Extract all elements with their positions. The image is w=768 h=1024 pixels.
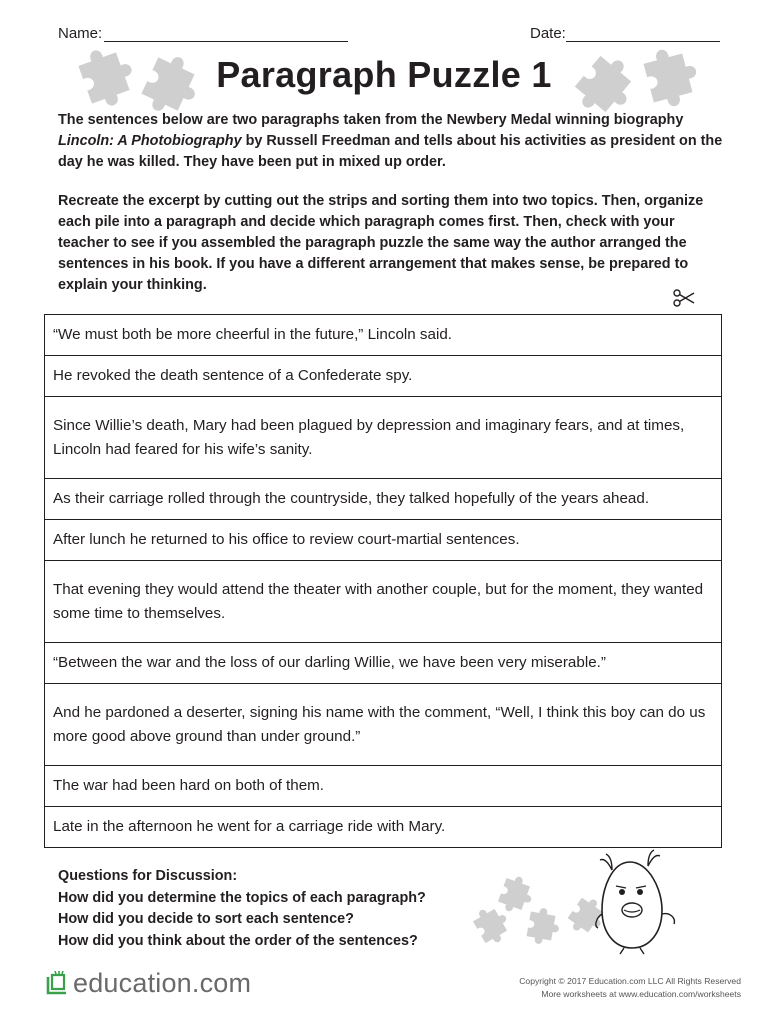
strip-text: That evening they would attend the theater with another couple, but for the moment, they wanted some time to themselves.	[53, 580, 704, 622]
copyright-notice	[519, 975, 741, 1001]
sentence-strip[interactable]	[44, 315, 722, 356]
name-label: Name:	[58, 25, 103, 42]
sentence-strip[interactable]	[44, 397, 722, 479]
sentence-strip[interactable]	[44, 520, 722, 561]
instructions-paragraph: Recreate the excerpt by cutting out the strips and sorting them into two topics. Then, organize each pile into a paragraph and decide which paragraph comes first. Then, check with your teacher to see if you assembled the paragraph puzzle the same way the author arranged the sentences in his book. If you have a different arrangement that makes sense, be prepared to explain your thinking.	[58, 193, 704, 293]
logo-text: education.com	[73, 968, 252, 998]
sentence-strip[interactable]	[44, 684, 722, 766]
strip-text: After lunch he returned to his office to review court-martial sentences.	[53, 531, 520, 548]
worksheets-link[interactable]: More worksheets at www.education.com/worksheets	[541, 989, 741, 999]
book-title: Lincoln: A Photobiography	[58, 133, 242, 149]
sentence-strip[interactable]	[44, 766, 722, 807]
strip-text: He revoked the death sentence of a Confederate spy.	[53, 367, 413, 384]
question-item: How did you determine the topics of each paragraph?	[58, 889, 426, 906]
question-item: How did you decide to sort each sentence?	[58, 911, 354, 927]
sentence-strip[interactable]	[44, 479, 722, 520]
intro-text: The sentences below are two paragraphs taken from the Newbery Medal winning biography	[58, 112, 684, 128]
education-logo[interactable]	[44, 968, 251, 999]
scissors-icon	[673, 289, 695, 307]
question-item: How did you think about the order of the sentences?	[58, 932, 418, 949]
book-logo-icon	[44, 971, 70, 997]
questions-heading: Questions for Discussion:	[58, 868, 238, 884]
puzzle-piece-icon	[521, 906, 561, 946]
egg-mascot-illustration	[590, 848, 690, 956]
strip-text: And he pardoned a deserter, signing his name with the comment, “Well, I think this boy can do us more good above ground than under ground.”	[53, 703, 706, 745]
discussion-questions	[58, 866, 478, 952]
date-field[interactable]	[566, 41, 720, 42]
sentence-strip[interactable]	[44, 356, 722, 397]
copyright-line: Copyright © 2017 Education.com LLC All Rights Reserved	[519, 976, 741, 986]
intro-text: by Russell Freedman and tells about his activities as president on the day he was killed. They have been put in mixed up order.	[58, 133, 723, 170]
date-label: Date:	[530, 25, 566, 42]
strip-text: The war had been hard on both of them.	[53, 777, 325, 794]
sentence-strip[interactable]	[44, 643, 722, 684]
sentence-strip[interactable]	[44, 807, 722, 848]
name-field[interactable]	[104, 41, 348, 42]
strip-text: “Between the war and the loss of our darling Willie, we have been very miserable.”	[53, 654, 606, 671]
strip-text: “We must both be more cheerful in the future,” Lincoln said.	[53, 326, 453, 343]
strip-text: Late in the afternoon he went for a carriage ride with Mary.	[53, 818, 446, 835]
sentence-strips	[44, 314, 722, 848]
strip-text: Since Willie’s death, Mary had been plagued by depression and imaginary fears, and at times, Lincoln had feared for his wife’s sanity.	[53, 416, 685, 458]
strip-text: As their carriage rolled through the countryside, they talked hopefully of the years ahead.	[53, 490, 650, 507]
puzzle-piece-icon	[470, 906, 510, 946]
page-title: Paragraph Puzzle 1	[216, 54, 552, 95]
sentence-strip[interactable]	[44, 561, 722, 643]
intro-paragraph	[58, 110, 728, 173]
